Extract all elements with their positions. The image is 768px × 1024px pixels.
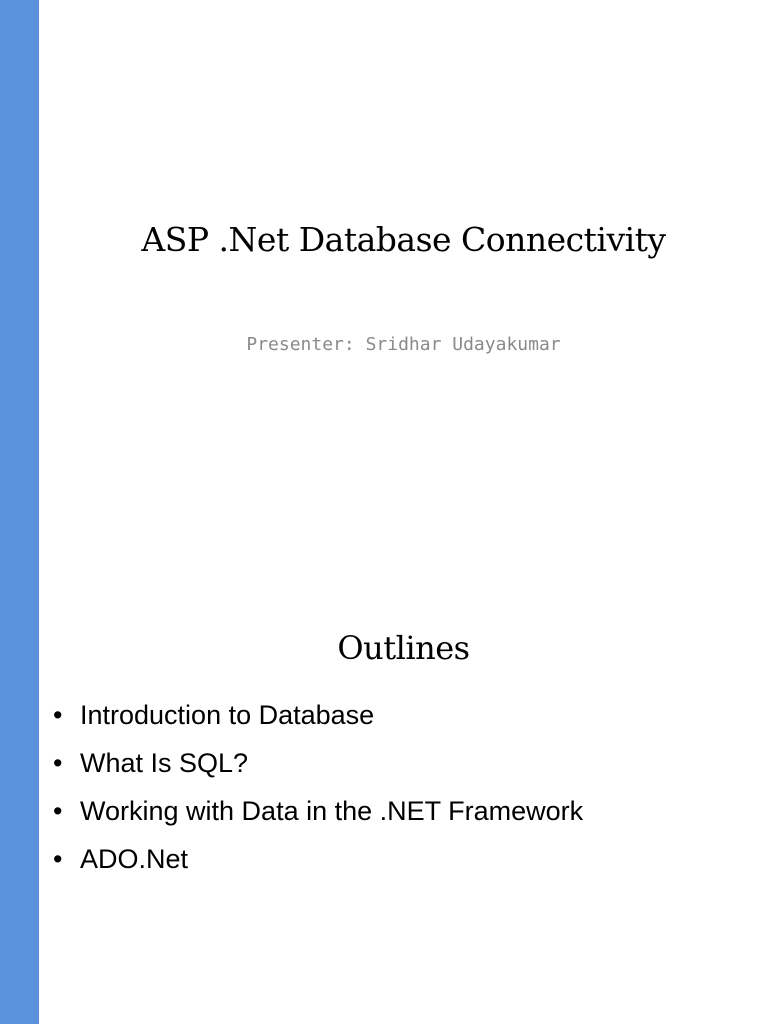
presenter-line: Presenter: Sridhar Udayakumar — [246, 334, 561, 355]
outline-title: Outlines — [337, 629, 470, 667]
bullet-icon: • — [53, 748, 63, 778]
bullet-icon: • — [53, 700, 63, 730]
bullet-icon: • — [53, 796, 63, 826]
title-slide — [39, 0, 768, 512]
bullet-icon: • — [53, 844, 63, 874]
list-item-text: What Is SQL? — [80, 748, 249, 778]
slide-title: ASP .Net Database Connectivity — [141, 220, 666, 259]
list-item-text: Introduction to Database — [80, 700, 375, 730]
accent-bar — [0, 0, 39, 1024]
outline-slide — [39, 512, 768, 1024]
list-item-text: ADO.Net — [80, 844, 189, 874]
list-item-text: Working with Data in the .NET Framework — [80, 796, 584, 826]
